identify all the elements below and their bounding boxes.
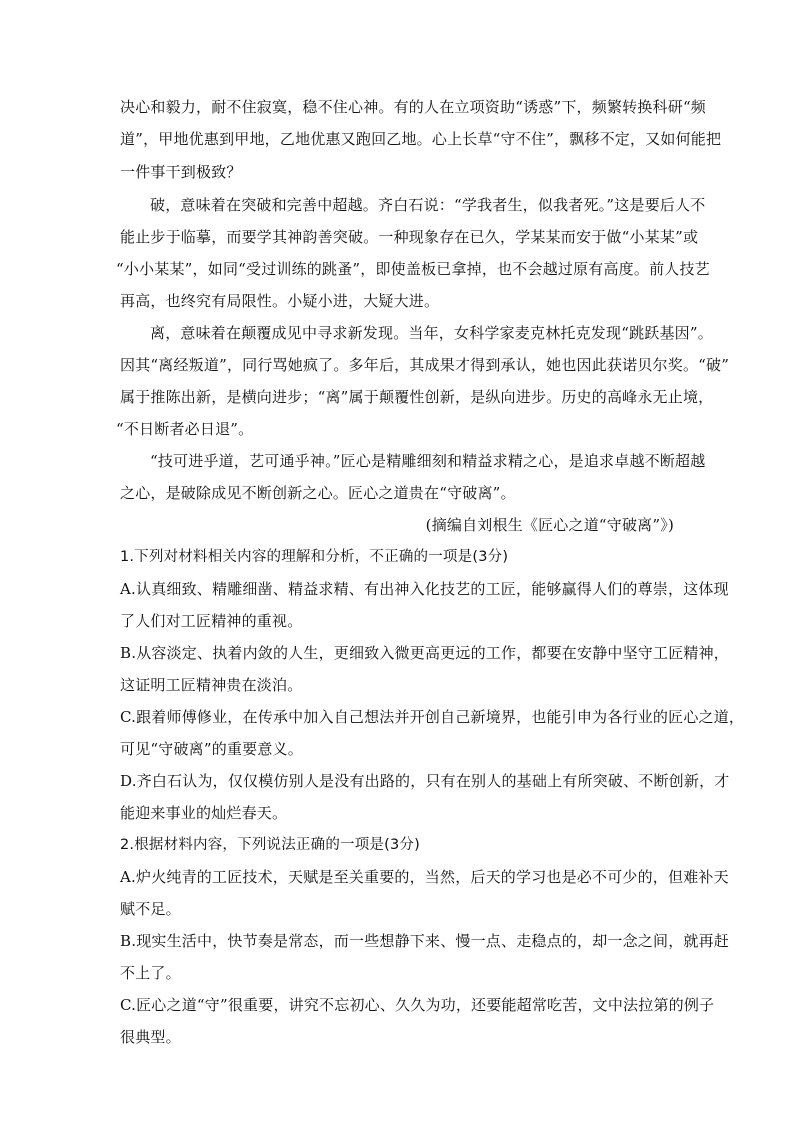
q1-option-c-line1: C.跟着师傅修业，在传承中加入自己想法并开创自己新境界，也能引申为各行业的匠心之道， [120, 708, 745, 726]
para1-line3: 一件事干到极致？ [120, 163, 242, 181]
q1-option-d-line1: D.齐白石认为，仅仅模仿别人是没有出路的，只有在别人的基础上有所突破、不断创新，才 [120, 772, 730, 790]
q1-stem: 1.下列对材料相关内容的理解和分析，不正确的一项是(3分) [120, 549, 509, 565]
q2-stem: 2.根据材料内容，下列说法正确的一项是(3分) [120, 837, 420, 853]
para3-line1: 离，意味着在颠覆成见中寻求新发现。当年，女科学家麦克林托克发现“跳跃基因”。 [150, 324, 713, 342]
para2-line2: 能止步于临摹，而要学其神韵善突破。一种现象存在已久，学某某而安于做“小某某”或 [120, 228, 699, 246]
q2-option-a-line1: A.炉火纯青的工匠技术，天赋是至关重要的，当然，后天的学习也是必不可少的，但难补天 [120, 868, 729, 886]
q2-option-a-line2: 赋不足。 [120, 900, 181, 918]
q2-option-c-line2: 很典型。 [120, 1028, 181, 1046]
q1-option-a-line2: 了人们对工匠精神的重视。 [120, 612, 303, 630]
source-citation: (摘编自刘根生《匠心之道“守破离”》) [425, 516, 674, 534]
q1-option-c-line2: 可见“守破离”的重要意义。 [120, 740, 303, 758]
para2-line1: 破，意味着在突破和完善中超越。齐白石说：“学我者生，似我者死。”这是要后人不 [150, 196, 706, 214]
para4-line1: “技可进乎道，艺可通乎神。”匠心是精雕细刻和精益求精之心，是追求卓越不断超越 [150, 452, 706, 470]
q1-option-b-line1: B.从容淡定、执着内敛的人生，更细致入微更高更远的工作，都要在安静中坚守工匠精神， [120, 644, 729, 662]
para4-line2: 之心，是破除成见不断创新之心。匠心之道贵在“守破离”。 [120, 484, 516, 502]
q1-option-a-line1: A.认真细致、精雕细凿、精益求精、有出神入化技艺的工匠，能够赢得人们的尊崇，这体现 [120, 580, 729, 598]
q1-option-d-line2: 能迎来事业的灿烂春天。 [120, 804, 288, 822]
q2-option-b-line2: 不上了。 [120, 964, 181, 982]
q2-option-c-line1: C.匠心之道“守”很重要，讲究不忘初心、久久为功，还要能超常吃苦，文中法拉第的例子 [120, 996, 715, 1014]
para3-line2: 因其“离经叛道”，同行骂她疯了。多年后，其成果才得到承认，她也因此获诺贝尔奖。“破” [120, 356, 730, 374]
para1-line1: 决心和毅力，耐不住寂寞，稳不住心神。有的人在立项资助“诱惑”下，频繁转换科研“频 [120, 98, 707, 116]
para2-line4: 再高，也终究有局限性。小疑小进，大疑大进。 [120, 292, 440, 310]
para2-line3: “小小某某”，如同“受过训练的跳蚤”，即使盖板已拿掉，也不会越过原有高度。前人技艺 [116, 260, 710, 278]
q1-option-b-line2: 这证明工匠精神贵在淡泊。 [120, 676, 303, 694]
para1-line2: 道”，甲地优惠到甲地，乙地优惠又跑回乙地。心上长草“守不住”，飘移不定，又如何能把 [120, 130, 722, 148]
para3-line4: “不日断者必日退”。 [116, 420, 254, 438]
q2-option-b-line1: B.现实生活中，快节奏是常态，而一些想静下来、慢一点、走稳点的，却一念之间，就再赶 [120, 932, 729, 950]
para3-line3: 属于推陈出新，是横向进步；“离”属于颠覆性创新，是纵向进步。历史的高峰永无止境， [120, 388, 714, 406]
